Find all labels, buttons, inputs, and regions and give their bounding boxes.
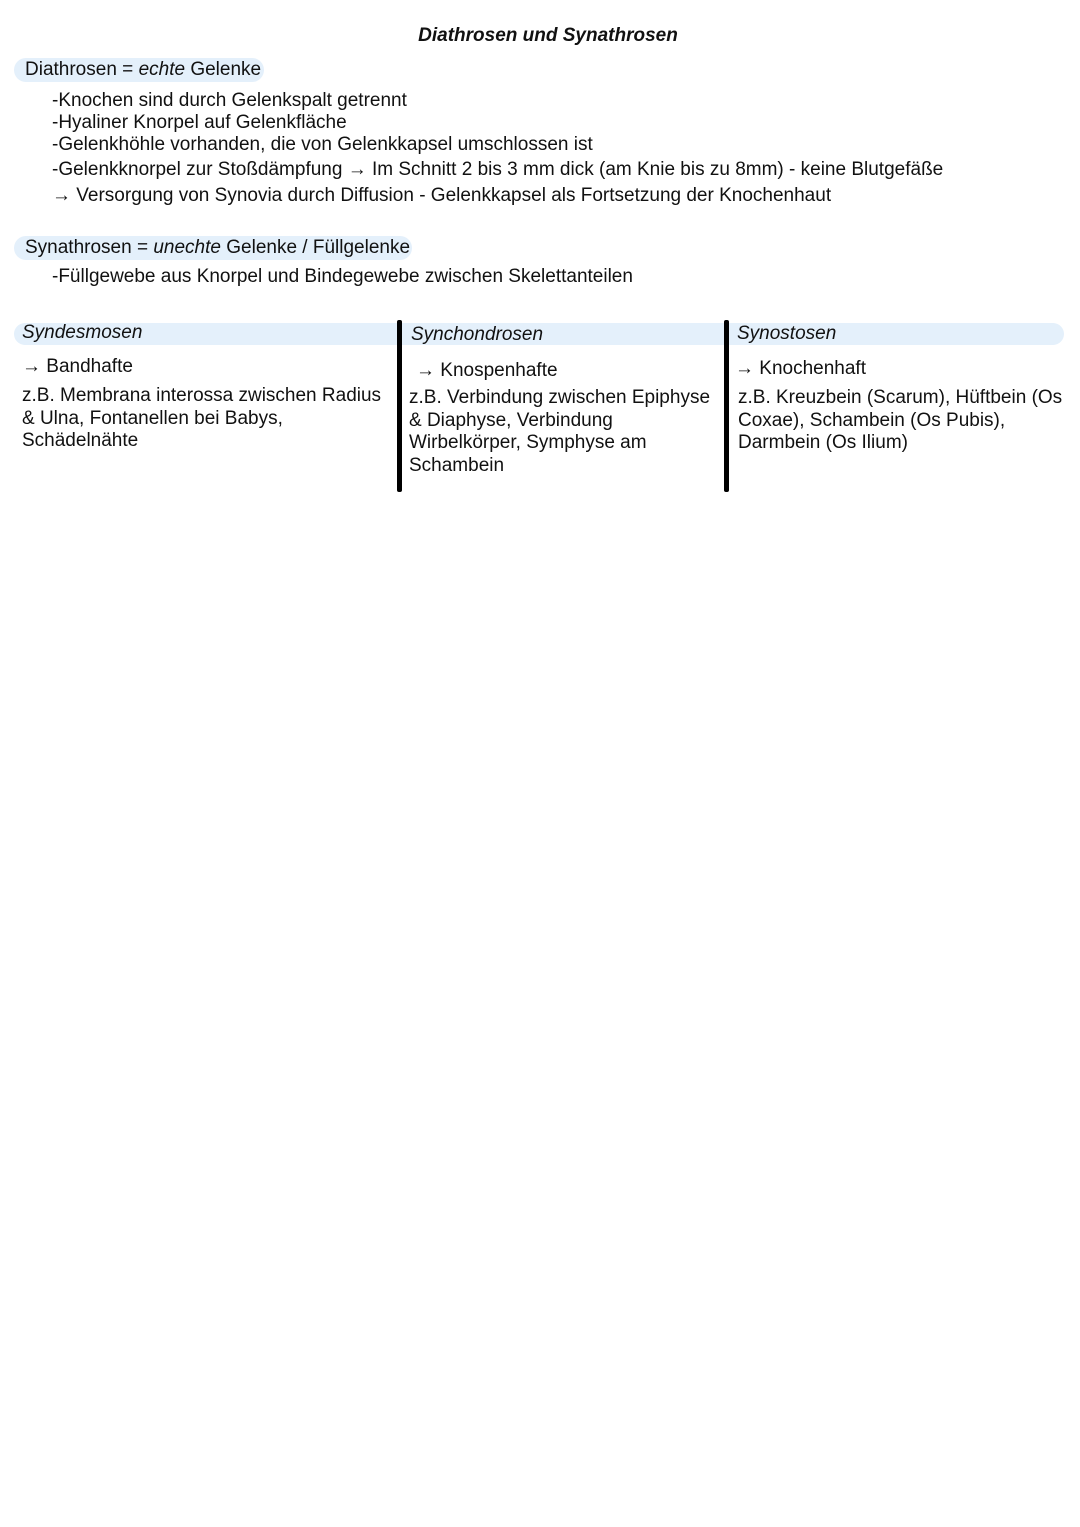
- column-divider: [724, 320, 729, 492]
- diathrosen-line: → Versorgung von Synovia durch Diffusion - Gelenkkapsel als Fortsetzung der Knochenhaut: [52, 185, 832, 206]
- column-text-syndesmosen: z.B. Membrana interossa zwischen Radius & Ulna, Fontanellen bei Babys, Schädelnähte: [22, 385, 382, 451]
- synathrosen-heading: [25, 236, 410, 260]
- diathrosen-line: -Knochen sind durch Gelenkspalt getrennt: [52, 90, 407, 111]
- column-heading-syndesmosen: Syndesmosen: [22, 322, 143, 343]
- column-heading-synchondrosen: Synchondrosen: [411, 324, 544, 345]
- synathrosen-term: Synathrosen: [25, 237, 132, 258]
- page-title: Diathrosen und Synathrosen: [418, 25, 678, 46]
- column-subtitle-synostosen: → Knochenhaft: [735, 358, 866, 379]
- column-text-synostosen: z.B. Kreuzbein (Scarum), Hüftbein (Os Coxae), Schambein (Os Pubis), Darmbein (Os Ilium): [738, 387, 1063, 453]
- diathrosen-heading: [25, 58, 261, 82]
- synathrosen-rest: Gelenke / Füllgelenke: [226, 237, 411, 258]
- column-subtitle-syndesmosen: → Bandhafte: [22, 356, 133, 377]
- diathrosen-line: -Gelenkhöhle vorhanden, die von Gelenkkapsel umschlossen ist: [52, 134, 593, 155]
- diathrosen-italic: echte: [138, 59, 186, 80]
- column-heading-synostosen: Synostosen: [737, 323, 837, 344]
- diathrosen-term: Diathrosen: [25, 59, 117, 80]
- column-divider: [397, 320, 402, 492]
- synathrosen-equals: =: [136, 237, 149, 258]
- column-subtitle-synchondrosen: → Knospenhafte: [416, 360, 558, 381]
- column-text-synchondrosen: z.B. Verbindung zwischen Epiphyse & Diaphyse, Verbindung Wirbelkörper, Symphyse am Schambein: [409, 387, 711, 476]
- diathrosen-line: -Hyaliner Knorpel auf Gelenkfläche: [52, 112, 347, 133]
- diathrosen-rest: Gelenke: [190, 59, 262, 80]
- synathrosen-line: -Füllgewebe aus Knorpel und Bindegewebe zwischen Skelettanteilen: [52, 266, 633, 287]
- synathrosen-italic: unechte: [153, 237, 221, 258]
- diathrosen-equals: =: [122, 59, 134, 80]
- diathrosen-line: -Gelenkknorpel zur Stoßdämpfung → Im Schnitt 2 bis 3 mm dick (am Knie bis zu 8mm) - keine Blutgefäße: [52, 159, 944, 180]
